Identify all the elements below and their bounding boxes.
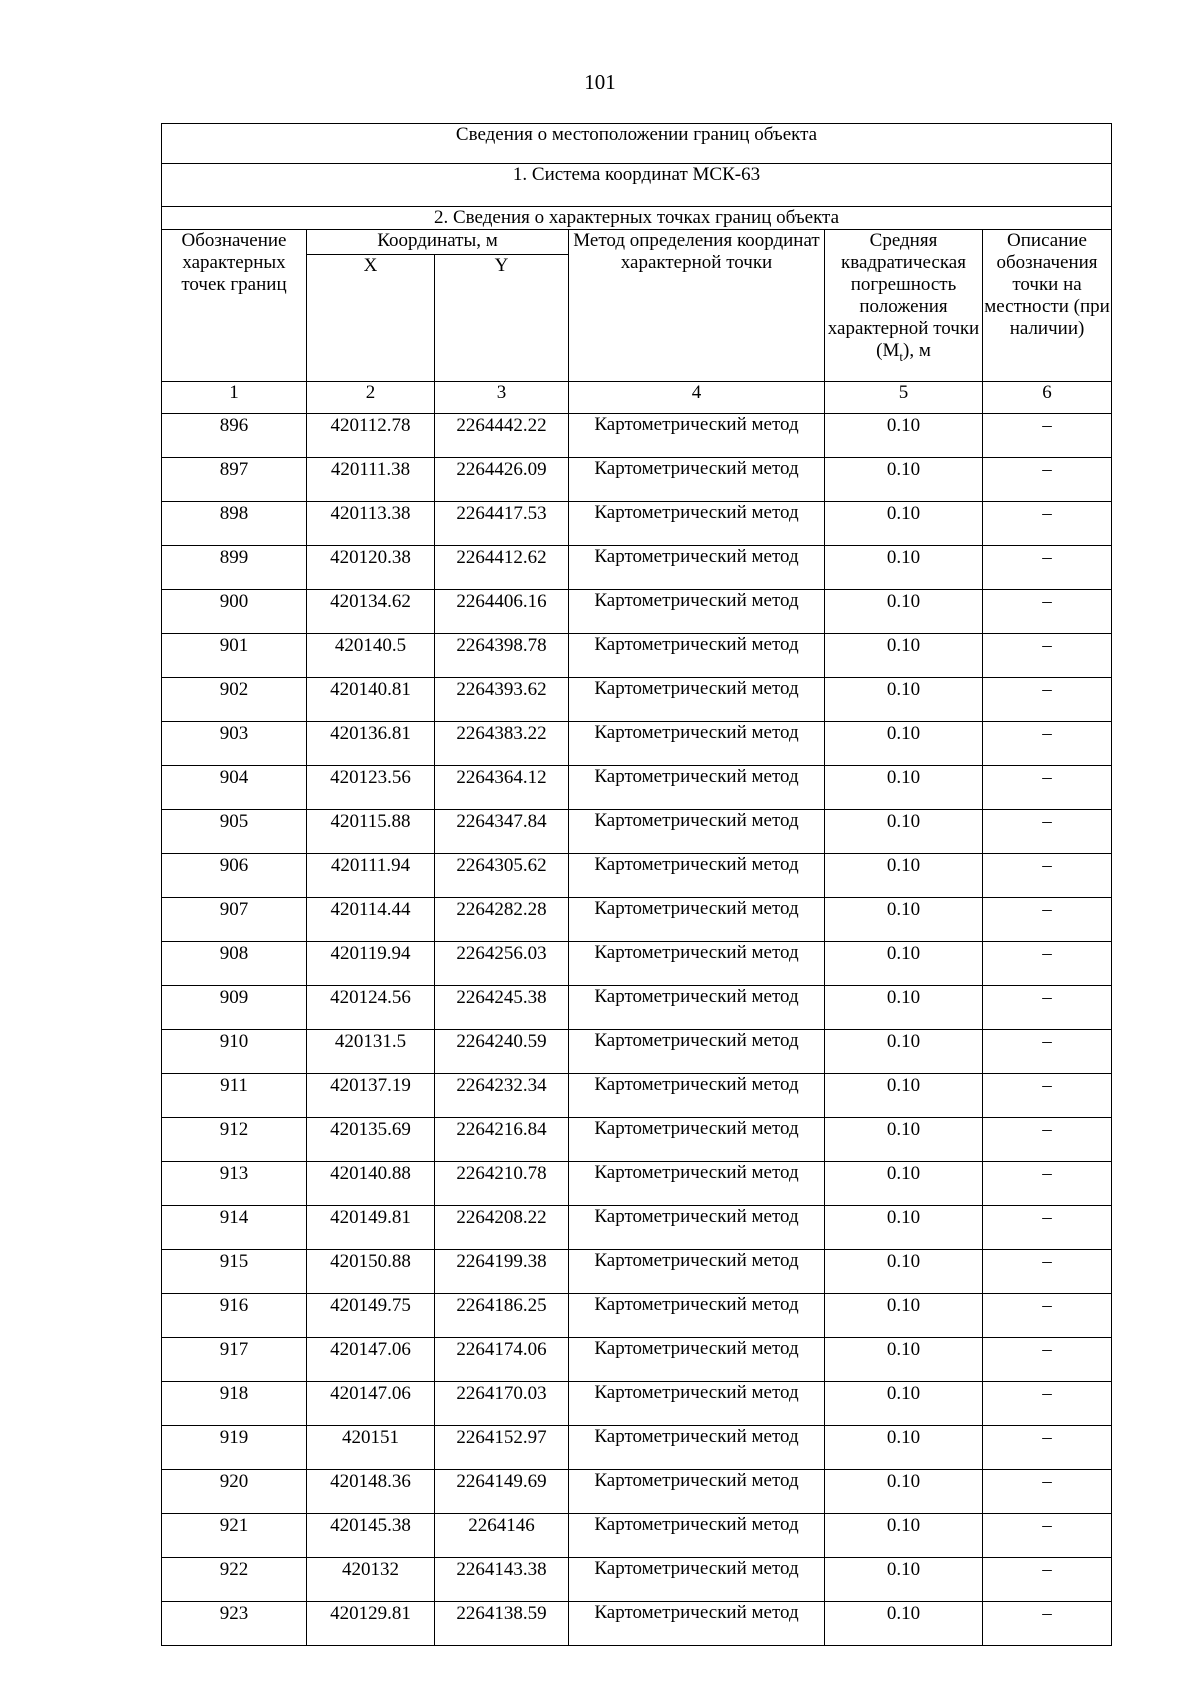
y-coordinate-cell: 2264364.12 xyxy=(435,766,569,810)
table-row xyxy=(162,1558,1112,1602)
header-coordinates: Координаты, м xyxy=(307,230,569,255)
header-point-designation: Обозначение характерных точек границ xyxy=(162,230,307,382)
x-coordinate-cell: 420131.5 xyxy=(307,1030,435,1074)
error-cell: 0.10 xyxy=(825,1470,983,1514)
point-id-cell: 902 xyxy=(162,678,307,722)
y-coordinate-cell: 2264406.16 xyxy=(435,590,569,634)
point-id-cell: 911 xyxy=(162,1074,307,1118)
description-cell: – xyxy=(983,590,1112,634)
header-error-tail: ), м xyxy=(903,340,931,361)
column-number: 5 xyxy=(825,382,983,414)
y-coordinate-cell: 2264426.09 xyxy=(435,458,569,502)
point-id-cell: 904 xyxy=(162,766,307,810)
point-id-cell: 898 xyxy=(162,502,307,546)
x-coordinate-cell: 420149.75 xyxy=(307,1294,435,1338)
y-coordinate-cell: 2264383.22 xyxy=(435,722,569,766)
point-id-cell: 913 xyxy=(162,1162,307,1206)
error-cell: 0.10 xyxy=(825,986,983,1030)
table-row xyxy=(162,1206,1112,1250)
table-row xyxy=(162,1250,1112,1294)
column-number: 6 xyxy=(983,382,1112,414)
x-coordinate-cell: 420147.06 xyxy=(307,1338,435,1382)
y-coordinate-cell: 2264143.38 xyxy=(435,1558,569,1602)
method-cell: Картометрический метод xyxy=(569,810,825,854)
description-cell: – xyxy=(983,854,1112,898)
header-y: Y xyxy=(435,255,569,382)
table-row xyxy=(162,986,1112,1030)
error-cell: 0.10 xyxy=(825,678,983,722)
point-id-cell: 907 xyxy=(162,898,307,942)
x-coordinate-cell: 420111.38 xyxy=(307,458,435,502)
method-cell: Картометрический метод xyxy=(569,1162,825,1206)
table-row xyxy=(162,1294,1112,1338)
y-coordinate-cell: 2264347.84 xyxy=(435,810,569,854)
x-coordinate-cell: 420124.56 xyxy=(307,986,435,1030)
error-cell: 0.10 xyxy=(825,634,983,678)
error-cell: 0.10 xyxy=(825,854,983,898)
coordinate-system: 1. Система координат МСК-63 xyxy=(162,164,1112,207)
error-cell: 0.10 xyxy=(825,502,983,546)
description-cell: – xyxy=(983,1338,1112,1382)
y-coordinate-cell: 2264210.78 xyxy=(435,1162,569,1206)
y-coordinate-cell: 2264305.62 xyxy=(435,854,569,898)
header-description: Описание обозначения точки на местности (при наличии) xyxy=(983,230,1112,382)
method-cell: Картометрический метод xyxy=(569,986,825,1030)
y-coordinate-cell: 2264174.06 xyxy=(435,1338,569,1382)
description-cell: – xyxy=(983,458,1112,502)
description-cell: – xyxy=(983,1162,1112,1206)
point-id-cell: 921 xyxy=(162,1514,307,1558)
point-id-cell: 905 xyxy=(162,810,307,854)
method-cell: Картометрический метод xyxy=(569,458,825,502)
point-id-cell: 908 xyxy=(162,942,307,986)
table-row xyxy=(162,458,1112,502)
description-cell: – xyxy=(983,678,1112,722)
error-cell: 0.10 xyxy=(825,546,983,590)
y-coordinate-cell: 2264256.03 xyxy=(435,942,569,986)
description-cell: – xyxy=(983,1030,1112,1074)
y-coordinate-cell: 2264442.22 xyxy=(435,414,569,458)
point-id-cell: 901 xyxy=(162,634,307,678)
x-coordinate-cell: 420123.56 xyxy=(307,766,435,810)
x-coordinate-cell: 420111.94 xyxy=(307,854,435,898)
x-coordinate-cell: 420120.38 xyxy=(307,546,435,590)
x-coordinate-cell: 420132 xyxy=(307,1558,435,1602)
error-cell: 0.10 xyxy=(825,590,983,634)
section-title: 2. Сведения о характерных точках границ объекта xyxy=(162,207,1112,230)
description-cell: – xyxy=(983,898,1112,942)
y-coordinate-cell: 2264146 xyxy=(435,1514,569,1558)
header-error-subscript: t xyxy=(899,348,903,364)
method-cell: Картометрический метод xyxy=(569,766,825,810)
method-cell: Картометрический метод xyxy=(569,1030,825,1074)
x-coordinate-cell: 420136.81 xyxy=(307,722,435,766)
point-id-cell: 906 xyxy=(162,854,307,898)
method-cell: Картометрический метод xyxy=(569,854,825,898)
table-row xyxy=(162,1382,1112,1426)
description-cell: – xyxy=(983,1074,1112,1118)
table-row xyxy=(162,1118,1112,1162)
y-coordinate-cell: 2264393.62 xyxy=(435,678,569,722)
description-cell: – xyxy=(983,766,1112,810)
table-row xyxy=(162,1602,1112,1646)
y-coordinate-cell: 2264152.97 xyxy=(435,1426,569,1470)
description-cell: – xyxy=(983,1602,1112,1646)
description-cell: – xyxy=(983,1558,1112,1602)
y-coordinate-cell: 2264208.22 xyxy=(435,1206,569,1250)
point-id-cell: 910 xyxy=(162,1030,307,1074)
header-error xyxy=(825,230,983,382)
method-cell: Картометрический метод xyxy=(569,1206,825,1250)
point-id-cell: 909 xyxy=(162,986,307,1030)
table-row xyxy=(162,502,1112,546)
error-cell: 0.10 xyxy=(825,766,983,810)
error-cell: 0.10 xyxy=(825,1074,983,1118)
table-row xyxy=(162,634,1112,678)
point-id-cell: 919 xyxy=(162,1426,307,1470)
point-id-cell: 900 xyxy=(162,590,307,634)
table-row xyxy=(162,1514,1112,1558)
table-row xyxy=(162,810,1112,854)
point-id-cell: 920 xyxy=(162,1470,307,1514)
description-cell: – xyxy=(983,1470,1112,1514)
y-coordinate-cell: 2264149.69 xyxy=(435,1470,569,1514)
page-number: 101 xyxy=(584,70,616,94)
error-cell: 0.10 xyxy=(825,810,983,854)
x-coordinate-cell: 420148.36 xyxy=(307,1470,435,1514)
x-coordinate-cell: 420115.88 xyxy=(307,810,435,854)
method-cell: Картометрический метод xyxy=(569,1558,825,1602)
y-coordinate-cell: 2264282.28 xyxy=(435,898,569,942)
table-row xyxy=(162,590,1112,634)
description-cell: – xyxy=(983,1118,1112,1162)
method-cell: Картометрический метод xyxy=(569,546,825,590)
description-cell: – xyxy=(983,1250,1112,1294)
x-coordinate-cell: 420140.88 xyxy=(307,1162,435,1206)
description-cell: – xyxy=(983,986,1112,1030)
x-coordinate-cell: 420112.78 xyxy=(307,414,435,458)
description-cell: – xyxy=(983,1514,1112,1558)
table-row xyxy=(162,1074,1112,1118)
y-coordinate-cell: 2264245.38 xyxy=(435,986,569,1030)
y-coordinate-cell: 2264240.59 xyxy=(435,1030,569,1074)
column-number: 2 xyxy=(307,382,435,414)
method-cell: Картометрический метод xyxy=(569,502,825,546)
description-cell: – xyxy=(983,810,1112,854)
description-cell: – xyxy=(983,1206,1112,1250)
column-number: 4 xyxy=(569,382,825,414)
table-row xyxy=(162,1338,1112,1382)
table-row xyxy=(162,766,1112,810)
x-coordinate-cell: 420135.69 xyxy=(307,1118,435,1162)
error-cell: 0.10 xyxy=(825,722,983,766)
method-cell: Картометрический метод xyxy=(569,1294,825,1338)
error-cell: 0.10 xyxy=(825,1338,983,1382)
error-cell: 0.10 xyxy=(825,458,983,502)
y-coordinate-cell: 2264138.59 xyxy=(435,1602,569,1646)
point-id-cell: 922 xyxy=(162,1558,307,1602)
table-row xyxy=(162,1030,1112,1074)
table-row xyxy=(162,414,1112,458)
method-cell: Картометрический метод xyxy=(569,722,825,766)
error-cell: 0.10 xyxy=(825,1558,983,1602)
method-cell: Картометрический метод xyxy=(569,678,825,722)
method-cell: Картометрический метод xyxy=(569,942,825,986)
method-cell: Картометрический метод xyxy=(569,1338,825,1382)
y-coordinate-cell: 2264412.62 xyxy=(435,546,569,590)
description-cell: – xyxy=(983,414,1112,458)
error-cell: 0.10 xyxy=(825,1030,983,1074)
description-cell: – xyxy=(983,1294,1112,1338)
error-cell: 0.10 xyxy=(825,1162,983,1206)
document-title: Сведения о местоположении границ объекта xyxy=(162,124,1112,164)
header-error-text: Средняя квадратическая погрешность положения характерной точки (M xyxy=(827,230,980,361)
error-cell: 0.10 xyxy=(825,414,983,458)
point-id-cell: 917 xyxy=(162,1338,307,1382)
point-id-cell: 914 xyxy=(162,1206,307,1250)
x-coordinate-cell: 420140.81 xyxy=(307,678,435,722)
method-cell: Картометрический метод xyxy=(569,1118,825,1162)
description-cell: – xyxy=(983,546,1112,590)
description-cell: – xyxy=(983,722,1112,766)
error-cell: 0.10 xyxy=(825,1426,983,1470)
x-coordinate-cell: 420145.38 xyxy=(307,1514,435,1558)
error-cell: 0.10 xyxy=(825,1514,983,1558)
y-coordinate-cell: 2264186.25 xyxy=(435,1294,569,1338)
method-cell: Картометрический метод xyxy=(569,634,825,678)
point-id-cell: 916 xyxy=(162,1294,307,1338)
description-cell: – xyxy=(983,942,1112,986)
boundary-points-table xyxy=(161,123,1112,1646)
error-cell: 0.10 xyxy=(825,898,983,942)
method-cell: Картометрический метод xyxy=(569,1426,825,1470)
y-coordinate-cell: 2264398.78 xyxy=(435,634,569,678)
error-cell: 0.10 xyxy=(825,1382,983,1426)
point-id-cell: 897 xyxy=(162,458,307,502)
method-cell: Картометрический метод xyxy=(569,1514,825,1558)
x-coordinate-cell: 420140.5 xyxy=(307,634,435,678)
x-coordinate-cell: 420119.94 xyxy=(307,942,435,986)
method-cell: Картометрический метод xyxy=(569,898,825,942)
table-row xyxy=(162,854,1112,898)
point-id-cell: 915 xyxy=(162,1250,307,1294)
method-cell: Картометрический метод xyxy=(569,1074,825,1118)
column-number: 3 xyxy=(435,382,569,414)
error-cell: 0.10 xyxy=(825,1250,983,1294)
error-cell: 0.10 xyxy=(825,942,983,986)
description-cell: – xyxy=(983,634,1112,678)
x-coordinate-cell: 420137.19 xyxy=(307,1074,435,1118)
description-cell: – xyxy=(983,502,1112,546)
x-coordinate-cell: 420113.38 xyxy=(307,502,435,546)
y-coordinate-cell: 2264232.34 xyxy=(435,1074,569,1118)
header-method: Метод определения координат характерной точки xyxy=(569,230,825,382)
x-coordinate-cell: 420134.62 xyxy=(307,590,435,634)
table-row xyxy=(162,722,1112,766)
y-coordinate-cell: 2264170.03 xyxy=(435,1382,569,1426)
error-cell: 0.10 xyxy=(825,1602,983,1646)
method-cell: Картометрический метод xyxy=(569,1250,825,1294)
table-row xyxy=(162,546,1112,590)
table-row xyxy=(162,942,1112,986)
table-row xyxy=(162,1162,1112,1206)
header-x: X xyxy=(307,255,435,382)
method-cell: Картометрический метод xyxy=(569,1382,825,1426)
point-id-cell: 903 xyxy=(162,722,307,766)
point-id-cell: 918 xyxy=(162,1382,307,1426)
x-coordinate-cell: 420147.06 xyxy=(307,1382,435,1426)
error-cell: 0.10 xyxy=(825,1206,983,1250)
y-coordinate-cell: 2264216.84 xyxy=(435,1118,569,1162)
description-cell: – xyxy=(983,1382,1112,1426)
method-cell: Картометрический метод xyxy=(569,1470,825,1514)
point-id-cell: 899 xyxy=(162,546,307,590)
point-id-cell: 912 xyxy=(162,1118,307,1162)
x-coordinate-cell: 420114.44 xyxy=(307,898,435,942)
x-coordinate-cell: 420150.88 xyxy=(307,1250,435,1294)
y-coordinate-cell: 2264199.38 xyxy=(435,1250,569,1294)
table-row xyxy=(162,898,1112,942)
error-cell: 0.10 xyxy=(825,1294,983,1338)
x-coordinate-cell: 420149.81 xyxy=(307,1206,435,1250)
error-cell: 0.10 xyxy=(825,1118,983,1162)
table-row xyxy=(162,1426,1112,1470)
description-cell: – xyxy=(983,1426,1112,1470)
point-id-cell: 923 xyxy=(162,1602,307,1646)
method-cell: Картометрический метод xyxy=(569,590,825,634)
point-id-cell: 896 xyxy=(162,414,307,458)
method-cell: Картометрический метод xyxy=(569,1602,825,1646)
table-row xyxy=(162,1470,1112,1514)
column-number: 1 xyxy=(162,382,307,414)
x-coordinate-cell: 420151 xyxy=(307,1426,435,1470)
y-coordinate-cell: 2264417.53 xyxy=(435,502,569,546)
x-coordinate-cell: 420129.81 xyxy=(307,1602,435,1646)
method-cell: Картометрический метод xyxy=(569,414,825,458)
table-row xyxy=(162,678,1112,722)
